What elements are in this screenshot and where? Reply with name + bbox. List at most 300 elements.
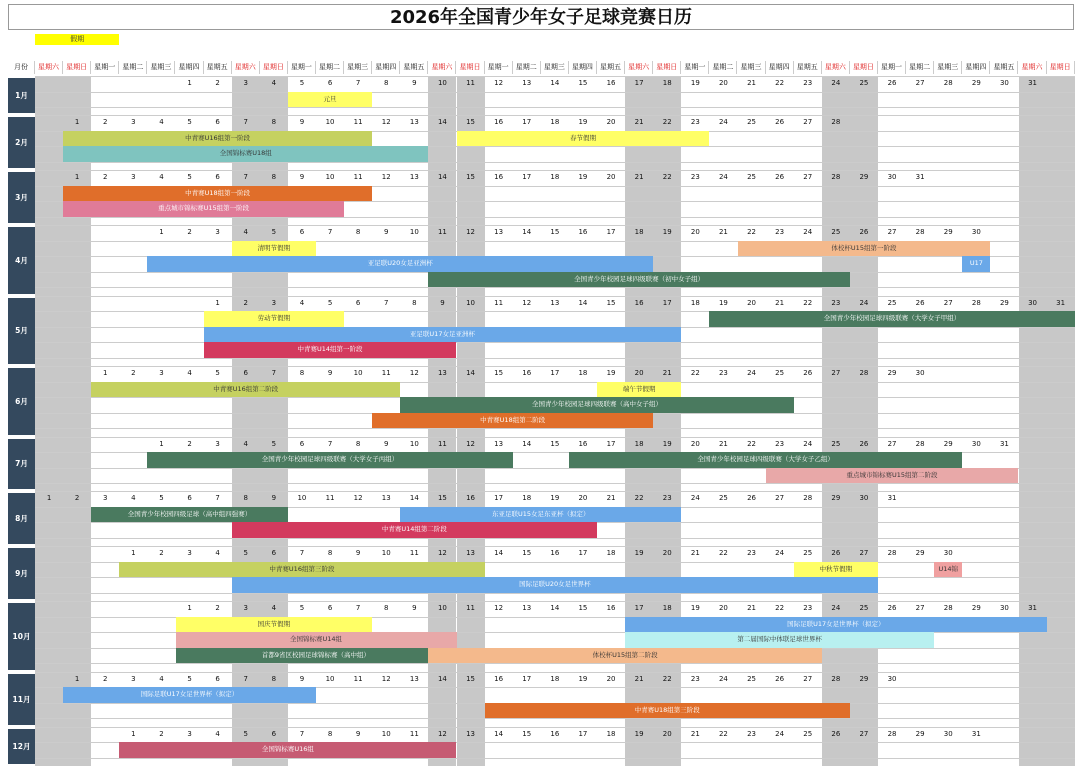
day-number: 17 (578, 729, 588, 738)
day-number: 16 (550, 729, 560, 738)
grid-line (35, 428, 1075, 429)
day-number: 3 (243, 79, 248, 87)
grid-line (35, 342, 1075, 343)
day-number: 15 (550, 439, 560, 448)
day-number: 11 (353, 674, 363, 683)
day-number: 22 (803, 298, 813, 307)
weekday-header-cell: 星期五 (204, 61, 232, 74)
day-number: 19 (662, 439, 672, 448)
day-number: 8 (384, 604, 389, 613)
day-number: 30 (915, 369, 925, 378)
event-bar: 首都9省区校园足球锦标赛（高中组） (176, 648, 457, 664)
day-number: 27 (831, 369, 841, 378)
day-number: 18 (522, 494, 532, 503)
day-number: 26 (831, 549, 841, 558)
day-number: 31 (915, 173, 925, 182)
weekday-header-cell: 星期日 (260, 61, 288, 74)
day-number: 8 (384, 79, 389, 87)
event-bar: 全国青少年校园足球四级联赛（高中女子组） (400, 397, 793, 413)
month-label: 5月 (8, 298, 35, 364)
day-number: 20 (690, 439, 700, 448)
event-bar: 国庆节假期 (176, 617, 373, 633)
month-label: 7月 (8, 439, 35, 490)
event-bar: 东亚足联U15女足东亚杯（拟定） (400, 507, 681, 523)
weekday-header-cell: 星期二 (906, 61, 934, 74)
event-bar: 国际足联U20女足世界杯 (232, 577, 878, 593)
day-number: 29 (831, 494, 841, 503)
day-number: 14 (550, 79, 560, 87)
day-number: 4 (159, 674, 164, 683)
day-number: 5 (215, 369, 220, 378)
page-title: 2026年全国青少年女子足球竞赛日历 (8, 4, 1074, 30)
day-number: 3 (271, 298, 277, 307)
day-number: 20 (747, 298, 756, 307)
day-number: 13 (409, 118, 419, 127)
day-number: 7 (327, 439, 333, 448)
day-number: 28 (915, 439, 925, 448)
day-number: 2 (103, 118, 108, 127)
day-number: 29 (971, 79, 981, 87)
day-number: 22 (775, 604, 785, 613)
day-number: 22 (747, 439, 756, 448)
event-bar: 中青赛U14组第一阶段 (204, 342, 457, 358)
day-number: 12 (381, 173, 391, 182)
day-number: 9 (299, 173, 305, 182)
day-number: 23 (803, 604, 813, 613)
day-number: 29 (943, 439, 953, 448)
day-number: 11 (325, 494, 335, 503)
day-number: 21 (634, 173, 644, 182)
day-number: 10 (353, 369, 363, 378)
weekend-shade (63, 366, 91, 436)
day-number: 23 (718, 369, 728, 378)
event-bar: 第二届国际中体联足球世界杯 (625, 632, 934, 648)
holiday-legend: 假期 (35, 34, 119, 45)
day-number: 20 (606, 674, 616, 683)
day-number: 8 (243, 494, 248, 503)
day-number: 17 (522, 674, 532, 683)
day-number: 14 (522, 228, 532, 237)
event-bar: 重点城市锦标赛U15组第二阶段 (766, 468, 1019, 484)
day-number: 2 (103, 674, 108, 683)
month-label: 6月 (8, 368, 35, 434)
day-number: 13 (409, 674, 419, 683)
day-number: 24 (803, 228, 813, 237)
day-number: 19 (578, 674, 588, 683)
day-number: 10 (437, 79, 447, 87)
weekend-shade (35, 225, 63, 295)
day-number: 23 (690, 674, 700, 683)
day-number: 2 (131, 369, 136, 378)
day-number: 21 (718, 439, 728, 448)
day-number: 9 (327, 369, 333, 378)
grid-line (35, 366, 1075, 367)
day-number: 30 (887, 173, 897, 182)
day-number: 8 (299, 369, 305, 378)
weekend-shade (63, 296, 91, 366)
day-number: 6 (299, 228, 305, 237)
event-bar: 全国青少年校园足球四级联赛（大学女子乙组） (569, 452, 962, 468)
day-number: 17 (550, 369, 560, 378)
day-number: 28 (915, 228, 925, 237)
day-number: 20 (606, 173, 616, 182)
day-number: 6 (187, 494, 192, 503)
day-number: 18 (578, 369, 588, 378)
day-number: 25 (831, 439, 841, 448)
weekend-shade (35, 601, 63, 671)
day-number: 30 (859, 494, 869, 503)
day-number: 20 (662, 549, 672, 558)
day-number: 16 (466, 494, 475, 503)
calendar-page (8, 4, 1074, 766)
event-bar: 春节假期 (457, 131, 710, 147)
day-number: 1 (103, 369, 108, 378)
day-number: 29 (999, 298, 1009, 307)
weekday-header-cell: 星期四 (176, 61, 204, 74)
day-number: 16 (578, 228, 588, 237)
day-number: 20 (718, 604, 728, 613)
day-number: 14 (578, 298, 588, 307)
grid-line (35, 538, 1075, 539)
weekday-header-cell: 星期四 (962, 61, 990, 74)
day-number: 3 (159, 369, 164, 378)
day-number: 6 (327, 604, 333, 613)
day-number: 22 (662, 674, 672, 683)
weekday-header-cell: 星期日 (850, 61, 878, 74)
day-number: 18 (550, 674, 560, 683)
day-number: 19 (550, 494, 560, 503)
event-bar: 全国青少年校园四级足球（高中组四强赛） (91, 507, 288, 523)
day-number: 22 (775, 79, 785, 87)
day-number: 20 (606, 118, 616, 127)
day-number: 5 (271, 439, 277, 448)
day-number: 17 (522, 118, 532, 127)
day-number: 5 (187, 118, 192, 127)
weekend-shade (63, 727, 91, 766)
day-number: 8 (355, 228, 361, 237)
day-number: 24 (831, 604, 841, 613)
day-number: 13 (522, 604, 532, 613)
day-number: 24 (803, 439, 813, 448)
day-number: 6 (327, 79, 333, 87)
day-number: 31 (999, 439, 1009, 448)
day-number: 6 (215, 173, 220, 182)
grid-line (35, 358, 1075, 359)
grid-line (35, 225, 1075, 226)
day-number: 13 (466, 549, 475, 558)
day-number: 20 (690, 228, 700, 237)
day-number: 15 (606, 298, 616, 307)
event-bar: 亚足联U17女足亚洲杯 (204, 327, 682, 343)
month-label: 2月 (8, 117, 35, 168)
weekday-header-cell: 星期一 (288, 61, 316, 74)
day-number: 15 (494, 369, 504, 378)
day-number: 4 (243, 439, 248, 448)
day-number: 18 (606, 549, 616, 558)
event-bar: 国际足联U17女足世界杯（拟定） (63, 687, 316, 703)
day-number: 1 (215, 298, 220, 307)
weekday-header-cell: 星期日 (457, 61, 485, 74)
weekday-header-cell: 星期二 (709, 61, 737, 74)
day-number: 29 (887, 369, 897, 378)
day-number: 11 (353, 173, 363, 182)
day-number: 3 (187, 729, 192, 738)
day-number: 12 (466, 228, 475, 237)
day-number: 30 (887, 674, 897, 683)
day-number: 16 (522, 369, 532, 378)
day-number: 30 (999, 79, 1009, 87)
weekday-header-cell: 星期二 (316, 61, 344, 74)
day-number: 5 (187, 173, 192, 182)
day-number: 3 (187, 549, 192, 558)
day-number: 1 (159, 228, 164, 237)
day-number: 21 (690, 729, 700, 738)
day-number: 10 (325, 173, 335, 182)
weekday-header-cell: 星期六 (822, 61, 850, 74)
day-number: 28 (859, 369, 869, 378)
day-number: 12 (409, 369, 419, 378)
day-number: 24 (718, 173, 728, 182)
day-number: 25 (747, 674, 756, 683)
weekend-shade (1047, 225, 1075, 295)
day-number: 18 (690, 298, 700, 307)
day-number: 3 (215, 228, 220, 237)
weekend-shade (1019, 225, 1047, 295)
grid-line (35, 546, 1075, 547)
weekday-header-cell: 星期三 (738, 61, 766, 74)
day-number: 1 (74, 173, 80, 182)
day-number: 4 (159, 118, 164, 127)
day-number: 28 (831, 674, 841, 683)
day-number: 17 (578, 549, 588, 558)
grid-line (35, 217, 1075, 218)
day-number: 26 (887, 79, 897, 87)
day-number: 24 (775, 729, 785, 738)
day-number: 3 (243, 604, 248, 613)
day-number: 10 (325, 118, 335, 127)
day-number: 12 (466, 439, 475, 448)
month-label: 10月 (8, 603, 35, 669)
day-number: 11 (437, 439, 447, 448)
day-number: 5 (187, 674, 192, 683)
day-number: 25 (718, 494, 728, 503)
day-number: 18 (550, 118, 560, 127)
day-number: 18 (662, 79, 672, 87)
event-bar: 中青赛U16组第一阶段 (63, 131, 372, 147)
day-number: 19 (578, 118, 588, 127)
day-number: 13 (550, 298, 560, 307)
day-number: 6 (299, 439, 305, 448)
event-bar: 中青赛U18组第二阶段 (372, 413, 653, 429)
day-number: 24 (690, 494, 700, 503)
day-number: 7 (271, 369, 277, 378)
day-number: 17 (662, 298, 672, 307)
weekday-header-cell: 星期五 (597, 61, 625, 74)
day-number: 25 (887, 298, 897, 307)
day-number: 27 (859, 549, 869, 558)
day-number: 28 (887, 729, 897, 738)
day-number: 10 (409, 439, 419, 448)
grid-line (35, 76, 1075, 77)
day-number: 6 (355, 298, 361, 307)
day-number: 18 (634, 439, 644, 448)
event-bar: 中青赛U18组第一阶段 (63, 186, 372, 202)
day-number: 27 (803, 674, 813, 683)
month-label: 8月 (8, 493, 35, 544)
weekend-shade (1047, 727, 1075, 766)
day-number: 22 (634, 494, 644, 503)
day-number: 21 (634, 674, 644, 683)
day-number: 11 (409, 729, 419, 738)
month-label: 3月 (8, 172, 35, 223)
grid-line (35, 437, 1075, 438)
day-number: 16 (606, 604, 616, 613)
event-bar: 全国锦标赛U16组 (119, 742, 456, 758)
day-number: 14 (494, 729, 504, 738)
day-number: 18 (606, 729, 616, 738)
grid-line (35, 593, 1075, 594)
day-number: 7 (243, 173, 248, 182)
day-number: 16 (578, 439, 588, 448)
day-number: 15 (466, 118, 475, 127)
day-number: 28 (943, 604, 953, 613)
day-number: 8 (412, 298, 417, 307)
day-number: 1 (187, 79, 192, 87)
day-number: 21 (662, 369, 672, 378)
weekday-header-cell: 星期六 (232, 61, 260, 74)
day-number: 8 (327, 729, 333, 738)
grid-line (35, 758, 1075, 759)
day-number: 18 (662, 604, 672, 613)
day-number: 22 (718, 549, 728, 558)
day-number: 28 (831, 118, 841, 127)
day-number: 3 (131, 173, 136, 182)
day-number: 5 (299, 79, 305, 87)
day-number: 10 (381, 549, 391, 558)
grid-line (35, 92, 1075, 93)
month-label: 1月 (8, 78, 35, 113)
day-number: 8 (271, 173, 277, 182)
grid-line (35, 107, 1075, 108)
event-bar: 元旦 (288, 92, 372, 108)
day-number: 23 (775, 439, 785, 448)
day-number: 8 (271, 118, 277, 127)
day-number: 6 (271, 549, 277, 558)
day-number: 2 (243, 298, 248, 307)
day-number: 14 (437, 173, 447, 182)
day-number: 2 (215, 79, 220, 87)
day-number: 6 (215, 674, 220, 683)
day-number: 12 (522, 298, 532, 307)
event-bar: 全国锦标赛U18组 (63, 146, 428, 162)
day-number: 13 (522, 79, 532, 87)
day-number: 15 (522, 729, 532, 738)
day-number: 9 (299, 118, 305, 127)
day-number: 31 (887, 494, 897, 503)
day-number: 2 (159, 549, 164, 558)
day-number: 27 (887, 228, 897, 237)
day-number: 9 (384, 439, 389, 448)
grid-line (35, 672, 1075, 673)
weekend-shade (63, 601, 91, 671)
day-number: 27 (775, 494, 785, 503)
day-number: 10 (466, 298, 475, 307)
day-number: 17 (606, 439, 616, 448)
day-number: 2 (103, 173, 108, 182)
day-number: 25 (747, 118, 756, 127)
day-number: 15 (466, 173, 475, 182)
day-number: 27 (887, 439, 897, 448)
day-number: 6 (271, 729, 277, 738)
day-number: 2 (74, 494, 80, 503)
event-bar: U14锦 (934, 562, 962, 578)
day-number: 28 (971, 298, 981, 307)
day-number: 11 (437, 228, 447, 237)
day-number: 4 (243, 228, 248, 237)
day-number: 16 (634, 298, 644, 307)
weekday-header-cell: 星期六 (35, 61, 63, 74)
month-column-header: 月份 (8, 61, 35, 74)
day-number: 11 (466, 79, 475, 87)
day-number: 1 (131, 729, 136, 738)
day-number: 26 (859, 439, 869, 448)
day-number: 30 (943, 729, 953, 738)
month-label: 9月 (8, 548, 35, 599)
day-number: 4 (131, 494, 136, 503)
day-number: 19 (606, 369, 616, 378)
day-number: 9 (299, 674, 305, 683)
day-number: 6 (243, 369, 248, 378)
day-number: 3 (103, 494, 108, 503)
grid-line (35, 718, 1075, 719)
day-number: 27 (915, 79, 925, 87)
day-number: 19 (634, 549, 644, 558)
day-number: 12 (353, 494, 363, 503)
day-number: 8 (271, 674, 277, 683)
day-number: 10 (297, 494, 307, 503)
day-number: 10 (409, 228, 419, 237)
day-number: 3 (215, 439, 220, 448)
weekday-header-cell: 星期四 (569, 61, 597, 74)
day-number: 24 (718, 118, 728, 127)
day-number: 25 (803, 549, 813, 558)
day-number: 21 (775, 298, 785, 307)
weekend-shade (35, 296, 63, 366)
day-number: 4 (187, 369, 192, 378)
day-number: 2 (187, 439, 192, 448)
event-bar: 全国青少年校园足球四级联赛（大学女子丙组） (147, 452, 512, 468)
day-number: 18 (550, 173, 560, 182)
day-number: 22 (662, 173, 672, 182)
day-number: 30 (1028, 298, 1037, 307)
day-number: 31 (971, 729, 981, 738)
day-number: 14 (409, 494, 419, 503)
day-number: 7 (243, 118, 248, 127)
day-number: 16 (550, 549, 560, 558)
day-number: 4 (215, 729, 220, 738)
day-number: 19 (690, 79, 700, 87)
day-number: 26 (747, 494, 756, 503)
day-number: 7 (299, 549, 305, 558)
day-number: 19 (662, 228, 672, 237)
weekend-shade (35, 76, 63, 115)
weekday-header-cell: 星期三 (147, 61, 175, 74)
day-number: 13 (437, 369, 447, 378)
day-number: 15 (522, 549, 532, 558)
day-number: 26 (859, 228, 869, 237)
grid-line (35, 287, 1075, 288)
day-number: 6 (215, 118, 220, 127)
